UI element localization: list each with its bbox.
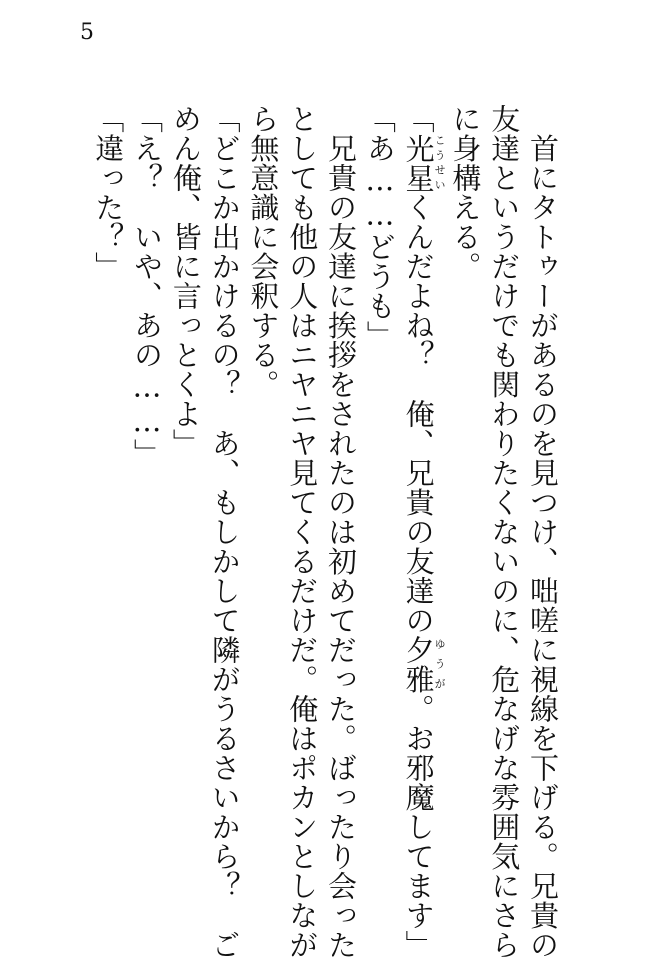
- text-line: に身構える。: [448, 104, 483, 281]
- text-segment: 。お邪魔してます」: [401, 694, 436, 960]
- text-segment: 「: [401, 104, 436, 134]
- text-line: 兄貴の友達に挨拶をされたのは初めてだった。ばったり会った: [324, 104, 359, 960]
- ruby-reading: ゆうが: [433, 635, 447, 694]
- ruby-base: 夕雅: [401, 635, 436, 694]
- text-line: めん俺、皆に言っとくよ」: [168, 104, 203, 458]
- text-line: 「どこか出かけるの？ あ、もしかして隣がうるさいから？ ご: [207, 104, 242, 960]
- text-line: ら無意識に会釈する。: [246, 104, 281, 399]
- ruby-word: [401, 635, 447, 694]
- ruby-word: [401, 133, 447, 193]
- text-line: としても他の人はニヤニヤ見てくるだけだ。俺はポカンとしなが: [285, 104, 320, 960]
- text-line: 「違った？」: [91, 104, 126, 281]
- page-number: 5: [80, 20, 94, 45]
- text-segment: くんだよね？ 俺、兄貴の友達の: [401, 192, 436, 635]
- text-line: 友達というだけでも関わりたくないのに、危なげな雰囲気にさら: [487, 104, 522, 960]
- text-line: 「あ……どうも」: [362, 104, 397, 350]
- text-line: 「え？ いや、あの……」: [130, 104, 165, 468]
- ruby-base: 光星: [401, 133, 436, 193]
- vertical-text-body: [88, 104, 562, 960]
- ruby-reading: こうせい: [433, 133, 447, 193]
- text-line: 首にタトゥーがあるのを見つけ、咄嗟に視線を下げる。兄貴の: [526, 104, 560, 960]
- text-line: [399, 104, 447, 960]
